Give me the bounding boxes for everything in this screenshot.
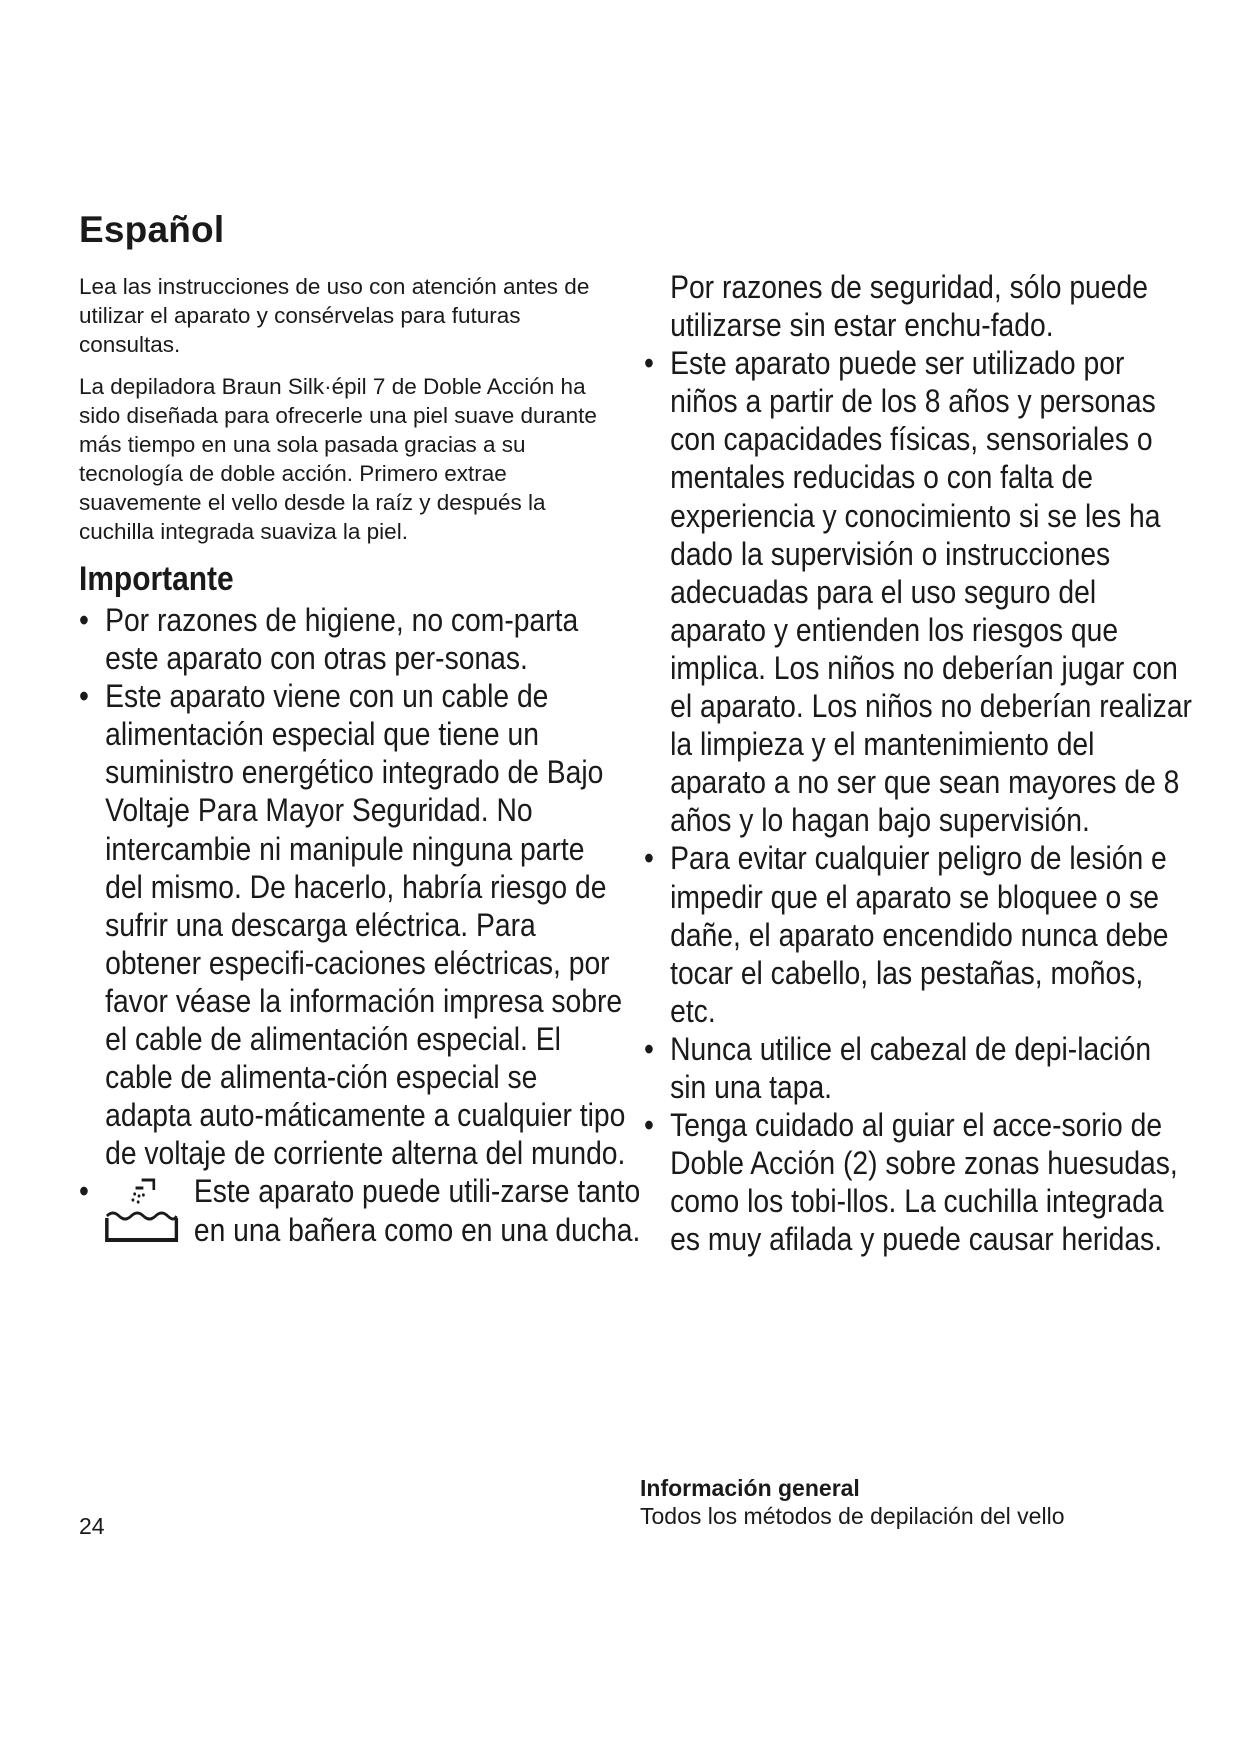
list-item-bath: [79, 1172, 641, 1288]
bullet-icon: •: [644, 840, 654, 877]
intro-paragraph-2: La depiladora Braun Silk·épil 7 de Doble Acción ha sido diseñada para ofrecerle una piel suave durante más tiempo en una sola pasada gracias a su tecnología de doble acción. Primero extrae suavemente el vello desde la raíz y después la cuchilla integrada suaviza la piel.: [79, 374, 597, 544]
bath-shower-icon: [103, 1176, 178, 1244]
list-item: [644, 1106, 1192, 1258]
page-number: 24: [79, 1513, 105, 1539]
list-item-text: Por razones de higiene, no com-parta este aparato con otras per-sonas.: [105, 602, 579, 677]
page-title: Español: [79, 209, 225, 250]
list-item: [644, 344, 1192, 839]
bullet-icon: •: [79, 678, 89, 715]
list-item-text: Tenga cuidado al guiar el acce-sorio de Doble Acción (2) sobre zonas huesudas, como los tobi-llos. La cuchilla integrada es muy afilada y puede causar heridas.: [670, 1107, 1178, 1258]
list-item-text: Este aparato viene con un cable de alimentación especial que tiene un suministro energético integrado de Bajo Voltaje Para Mayor Seguridad. No intercambie ni manipule ninguna parte del mismo. De hacerlo, habría riesgo de sufrir una descarga eléctrica. Para obtener especifi-caciones eléctricas, por favor véase la información impresa sobre el cable de alimentación especial. El cable de alimenta-ción especial se adapta auto-máticamente a cualquier tipo de voltaje de corriente alterna del mundo.: [105, 678, 626, 1172]
important-list-right: [644, 268, 1192, 1258]
continuation-text: Por razones de seguridad, sólo puede utilizarse sin estar enchu-fado.: [670, 269, 1148, 344]
bullet-icon: •: [644, 1107, 654, 1144]
left-column: [79, 208, 641, 1288]
important-list-left: [79, 601, 641, 1288]
bullet-icon: •: [79, 1173, 89, 1210]
intro-paragraph-1: Lea las instrucciones de uso con atención antes de utilizar el aparato y consérvelas para futuras consultas.: [79, 274, 590, 357]
bullet-icon: •: [644, 345, 654, 382]
important-heading: Importante: [79, 560, 234, 598]
general-info-text: Todos los métodos de depilación del vello: [640, 1503, 1065, 1529]
list-item: [644, 1030, 1192, 1106]
list-item: [79, 677, 627, 1172]
bullet-icon: •: [644, 1030, 654, 1067]
general-info-section: [640, 1438, 1200, 1530]
list-item-text: Nunca utilice el cabezal de depi-lación sin una tapa.: [670, 1030, 1152, 1105]
right-column: [644, 268, 1192, 1258]
list-item: [644, 839, 1192, 1029]
general-info-heading: Información general: [640, 1475, 860, 1501]
list-item-text: Para evitar cualquier peligro de lesión e impedir que el aparato se bloquee o se dañe, el aparato encendido nunca debe tocar el cabello, las pestañas, moños, etc.: [670, 840, 1169, 1029]
bath-item-text: Este aparato puede utili-zarse tanto en una bañera como en una ducha.: [193, 1173, 641, 1248]
list-item-text: Este aparato puede ser utilizado por niños a partir de los 8 años y personas con capacidades físicas, sensoriales o mentales reducidas o con falta de experiencia y conocimiento si se les ha dado la supervisión o instrucciones adecuadas para el uso seguro del aparato y entienden los riesgos que implica. Los niños no deberían jugar con el aparato. Los niños no deberían realizar la limpieza y el mantenimiento del aparato a no ser que sean mayores de 8 años y lo hagan bajo supervisión.: [670, 345, 1192, 839]
bullet-icon: •: [79, 602, 89, 638]
list-item: [79, 601, 627, 677]
